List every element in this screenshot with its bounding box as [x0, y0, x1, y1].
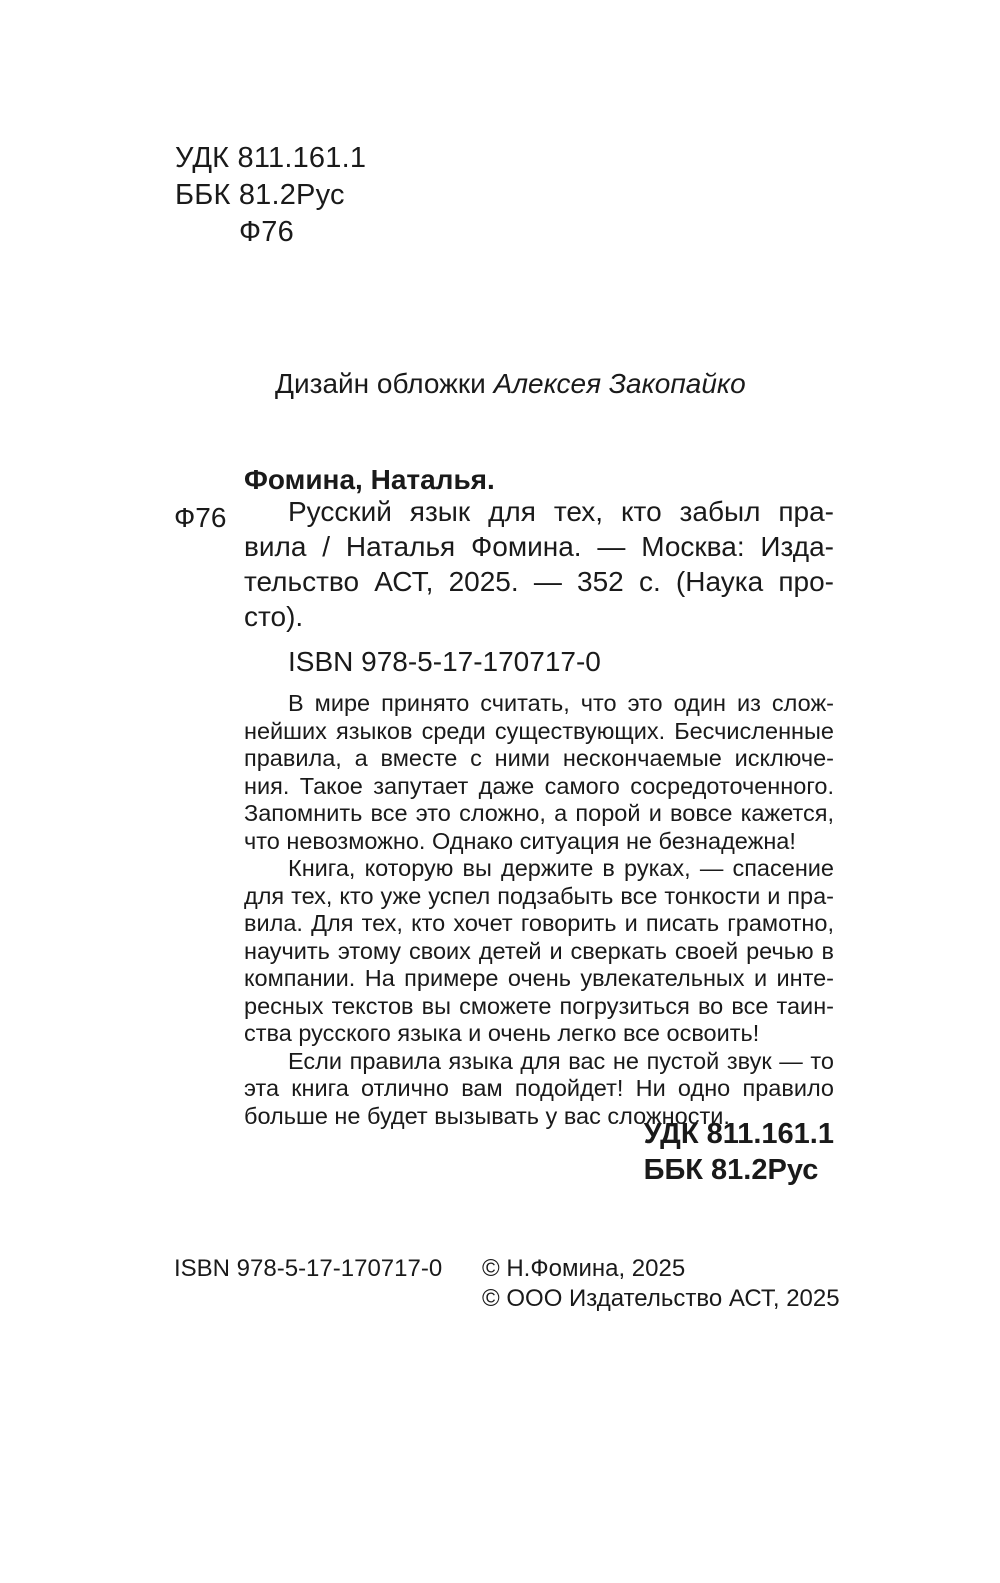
annotation-line: компании. На примере очень увлекательных и инте- — [244, 965, 834, 991]
copyright-isbn: ISBN 978-5-17-170717-0 — [174, 1255, 443, 1282]
annotation-line: ресных текстов вы сможете погрузиться во все таин- — [244, 992, 834, 1019]
udk-code: УДК 811.161.1 — [175, 142, 367, 174]
bbk-code-bold: ББК 81.2Рус — [643, 1154, 819, 1186]
classification-codes-header — [175, 140, 366, 251]
annotation-line: научить этому своих детей и сверкать своей речью в — [244, 937, 834, 964]
annotation-line: для тех, кто уже успел подзабыть все тонкости и пра- — [244, 882, 834, 909]
annotation-line: ства русского языка и очень легко все освоить! — [244, 1020, 760, 1046]
publisher-copyright: © ООО Издательство АСТ, 2025 — [482, 1285, 840, 1312]
design-credit-prefix: Дизайн обложки — [275, 368, 486, 399]
annotation-line: Если правила языка для вас не пустой звук — то — [288, 1047, 834, 1074]
bibliographic-description — [244, 494, 834, 634]
annotation-line: В мире принято считать, что это один из слож- — [288, 690, 834, 716]
biblio-author-mark: Ф76 — [174, 502, 227, 533]
cover-design-credit — [275, 366, 746, 402]
annotation-line: нейших языков среди существующих. Бесчисленные — [244, 717, 834, 744]
designer-name: Алексея Закопайко — [493, 368, 746, 399]
biblio-line: тельство АСТ, 2025. — 352 с. (Наука про- — [244, 566, 834, 597]
biblio-line: Русский язык для тех, кто забыл пра- — [288, 496, 834, 527]
annotation-line: правила, а вместе с ними нескончаемые исключе- — [244, 745, 834, 771]
classification-codes-footer — [644, 1116, 834, 1188]
annotation-line: что невозможно. Однако ситуация не безнадежна! — [244, 827, 796, 854]
copyright-block — [174, 1254, 840, 1314]
annotation-line: Запомнить все это сложно, а порой и вовсе кажется, — [244, 800, 834, 826]
biblio-line: сто). — [244, 601, 304, 632]
annotation — [244, 690, 834, 1130]
annotation-line: вила. Для тех, кто хочет говорить и писать грамотно, — [244, 910, 834, 936]
author-mark: Ф76 — [239, 216, 294, 248]
udk-code-bold: УДК 811.161.1 — [643, 1118, 834, 1150]
annotation-line: ния. Такое запутает даже самого сосредоточенного. — [244, 772, 834, 799]
biblio-line: вила / Наталья Фомина. — Москва: Изда- — [244, 531, 834, 562]
annotation-line: больше не будет вызывать у вас сложности. — [244, 1102, 730, 1129]
biblio-isbn: ISBN 978-5-17-170717-0 — [288, 646, 601, 677]
annotation-line: Книга, которую вы держите в руках, — спасение — [288, 855, 834, 881]
author-copyright: © Н.Фомина, 2025 — [482, 1255, 686, 1282]
annotation-line: эта книга отлично вам подойдет! Ни одно правило — [244, 1075, 834, 1101]
bbk-code: ББК 81.2Рус — [175, 179, 345, 211]
biblio-author: Фомина, Наталья. — [244, 464, 495, 495]
